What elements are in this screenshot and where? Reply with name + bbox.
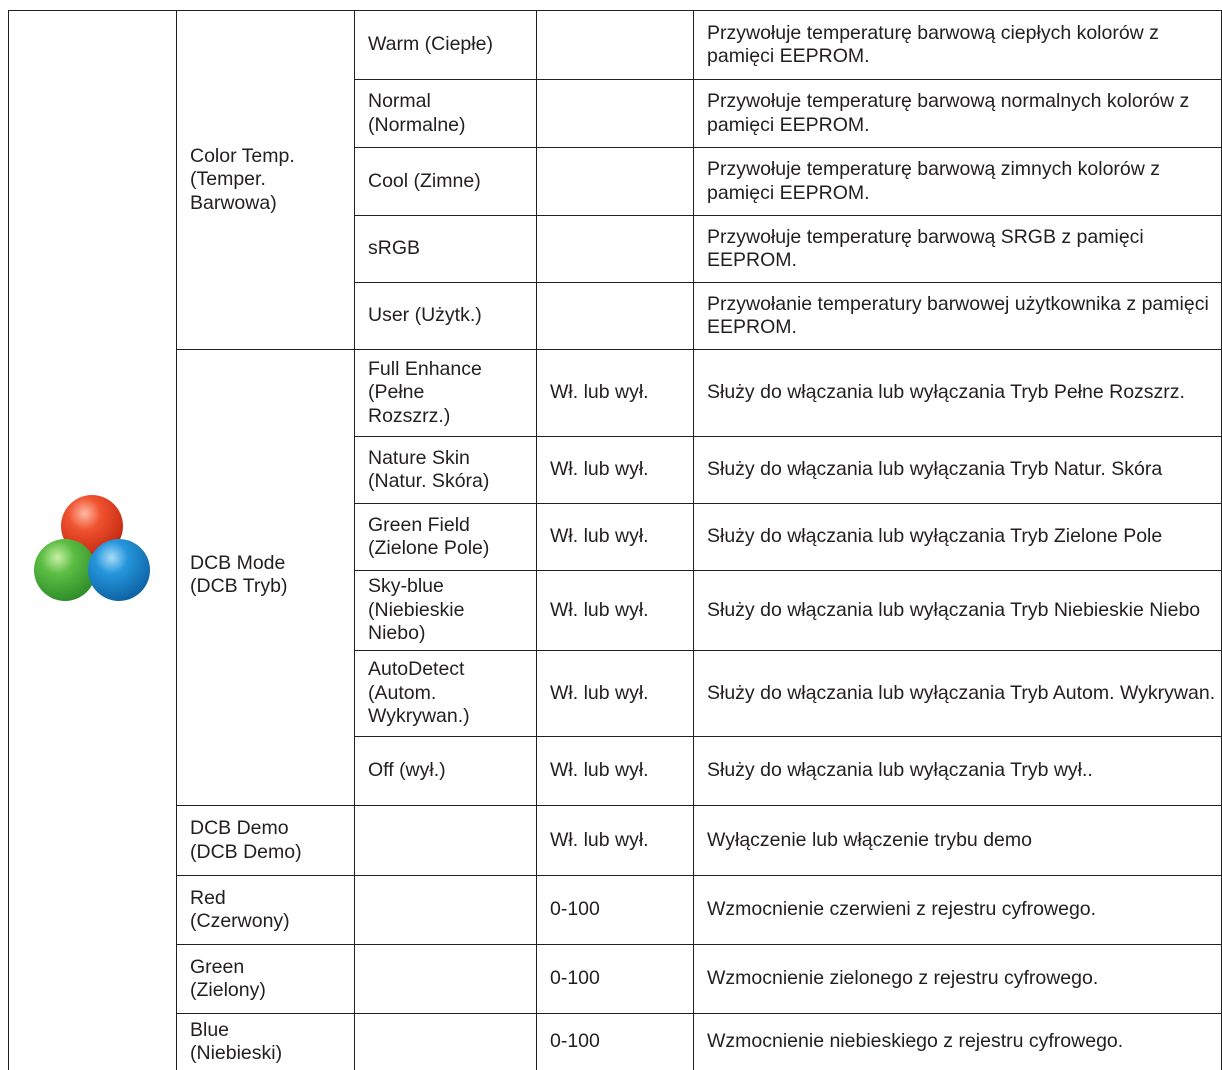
dcb-desc-off: Służy do włączania lub wyłączania Tryb wył.. <box>707 759 1093 782</box>
dcb-option-full-enhance: Full Enhance (Pełne Rozszrz.) <box>368 357 482 427</box>
color-temp-option-warm: Warm (Ciepłe) <box>368 33 493 56</box>
color-temp-option-normal: Normal (Normalne) <box>368 90 466 136</box>
dcb-option-autodetect: AutoDetect (Autom. Wykrywan.) <box>368 658 470 728</box>
dcb-desc-autodetect: Służy do włączania lub wyłączania Tryb Autom. Wykrywan. <box>707 681 1216 704</box>
color-temp-desc-srgb: Przywołuje temperaturę barwową SRGB z pamięci EEPROM. <box>707 225 1144 271</box>
dcb-option-sky-blue: Sky-blue (Niebieskie Niebo) <box>368 575 465 645</box>
dcb-option-nature-skin: Nature Skin (Natur. Skóra) <box>368 446 490 492</box>
column-divider-2 <box>354 10 355 1070</box>
dcb-option-off: Off (wył.) <box>368 759 446 782</box>
color-temp-option-cool: Cool (Zimne) <box>368 169 481 192</box>
dcb-color-balls-icon <box>30 492 152 602</box>
red-gain-label: Red (Czerwony) <box>190 886 290 932</box>
red-gain-desc: Wzmocnienie czerwieni z rejestru cyfrowego. <box>707 898 1097 921</box>
dcb-demo-value: Wł. lub wył. <box>550 828 649 851</box>
color-temp-desc-cool: Przywołuje temperaturę barwową zimnych kolorów z pamięci EEPROM. <box>707 158 1161 204</box>
color-temp-desc-normal: Przywołuje temperaturę barwową normalnych kolorów z pamięci EEPROM. <box>707 90 1190 136</box>
dcb-demo-desc: Wyłączenie lub włączenie trybu demo <box>707 828 1032 851</box>
column-divider-1 <box>176 10 177 1070</box>
blue-gain-desc: Wzmocnienie niebieskiego z rejestru cyfrowego. <box>707 1030 1124 1053</box>
blue-gain-label: Blue (Niebieski) <box>190 1018 283 1064</box>
dcb-value-sky-blue: Wł. lub wył. <box>550 598 649 621</box>
dcb-mode-label: DCB Mode (DCB Tryb) <box>190 551 288 597</box>
dcb-desc-full-enhance: Służy do włączania lub wyłączania Tryb Pełne Rozszrz. <box>707 381 1185 404</box>
dcb-desc-green-field: Służy do włączania lub wyłączania Tryb Zielone Pole <box>707 525 1163 548</box>
color-temp-option-user: User (Użytk.) <box>368 304 482 327</box>
red-gain-value: 0-100 <box>550 898 600 921</box>
color-temp-desc-warm: Przywołuje temperaturę barwową ciepłych kolorów z pamięci EEPROM. <box>707 21 1159 67</box>
color-temp-label: Color Temp. (Temper. Barwowa) <box>190 144 295 214</box>
green-gain-label: Green (Zielony) <box>190 955 266 1001</box>
dcb-value-full-enhance: Wł. lub wył. <box>550 381 649 404</box>
color-temp-desc-user: Przywołanie temperatury barwowej użytkownika z pamięci EEPROM. <box>707 292 1209 338</box>
dcb-option-green-field: Green Field (Zielone Pole) <box>368 513 490 559</box>
table-border-left <box>8 10 9 1070</box>
green-gain-desc: Wzmocnienie zielonego z rejestru cyfrowego. <box>707 967 1099 990</box>
green-gain-value: 0-100 <box>550 967 600 990</box>
blue-ball <box>88 539 150 601</box>
color-temp-option-srgb: sRGB <box>368 237 421 260</box>
green-ball <box>34 539 96 601</box>
dcb-demo-label: DCB Demo (DCB Demo) <box>190 817 302 863</box>
dcb-value-autodetect: Wł. lub wył. <box>550 681 649 704</box>
dcb-value-green-field: Wł. lub wył. <box>550 525 649 548</box>
dcb-value-off: Wł. lub wył. <box>550 759 649 782</box>
dcb-desc-nature-skin: Służy do włączania lub wyłączania Tryb Natur. Skóra <box>707 458 1163 481</box>
blue-gain-value: 0-100 <box>550 1030 600 1053</box>
column-divider-3 <box>536 10 537 1070</box>
dcb-value-nature-skin: Wł. lub wył. <box>550 458 649 481</box>
column-divider-4 <box>693 10 694 1070</box>
dcb-desc-sky-blue: Służy do włączania lub wyłączania Tryb Niebieskie Niebo <box>707 598 1201 621</box>
